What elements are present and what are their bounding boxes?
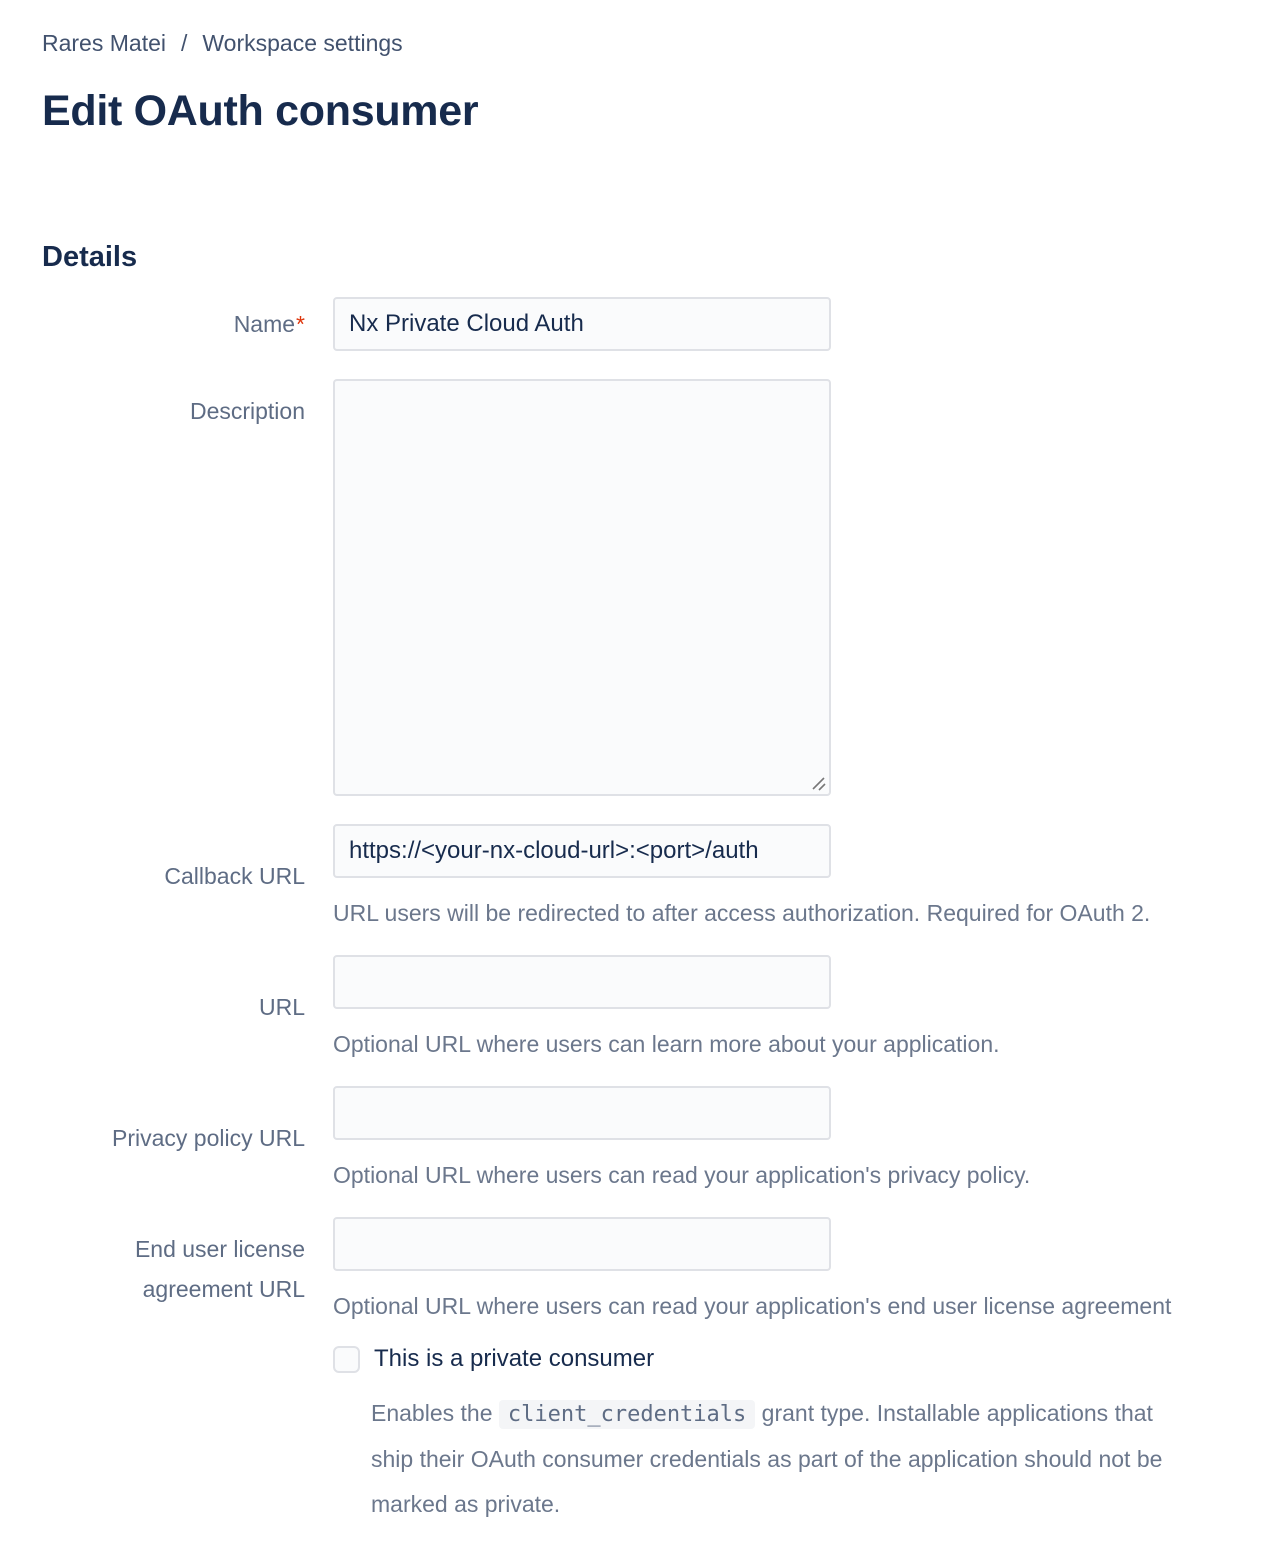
private-consumer-helper-prefix: Enables the: [371, 1400, 499, 1426]
privacy-policy-url-input[interactable]: [333, 1086, 831, 1140]
private-consumer-checkbox[interactable]: [333, 1346, 360, 1373]
resize-handle-icon[interactable]: [810, 775, 826, 791]
callback-url-field-cell: [333, 824, 1236, 927]
private-consumer-label: This is a private consumer: [374, 1345, 655, 1372]
required-asterisk: *: [296, 311, 305, 337]
eula-url-field-cell: [333, 1217, 1236, 1320]
name-field-cell: [333, 297, 1236, 351]
breadcrumb: [42, 30, 1236, 57]
form-row-callback-url: [42, 824, 1236, 927]
form-row-url: [42, 955, 1236, 1058]
description-textarea[interactable]: [333, 379, 831, 796]
private-consumer-helper-text: [371, 1391, 1199, 1527]
form-row-description: [42, 379, 1236, 796]
description-label: Description: [189, 398, 305, 424]
client-credentials-code-chip: client_credentials: [499, 1400, 755, 1429]
details-section-title: Details: [42, 241, 138, 273]
callback-url-label: Callback URL: [164, 862, 305, 889]
url-field-cell: [333, 955, 1236, 1058]
breadcrumb-link-workspace-settings[interactable]: Workspace settings: [202, 30, 403, 56]
breadcrumb-link-workspace[interactable]: Rares Matei: [42, 30, 166, 56]
url-label: URL: [258, 993, 305, 1020]
callback-url-helper-text: URL users will be redirected to after access authorization. Required for OAuth 2.: [333, 900, 1151, 926]
eula-url-label: End user license agreement URL: [134, 1235, 305, 1302]
form-row-eula-url: [42, 1217, 1236, 1320]
description-field-cell: [333, 379, 831, 796]
name-label-text: Name: [233, 311, 296, 337]
privacy-policy-url-helper-text: Optional URL where users can read your application's privacy policy.: [333, 1162, 1031, 1188]
url-helper-text: Optional URL where users can learn more about your application.: [333, 1031, 1000, 1057]
name-label: [42, 304, 305, 344]
oauth-consumer-form: [42, 297, 1236, 1527]
url-input[interactable]: [333, 955, 831, 1009]
privacy-policy-url-field-cell: [333, 1086, 1236, 1189]
private-consumer-block: [333, 1345, 1236, 1527]
breadcrumb-separator: /: [180, 30, 188, 56]
name-input[interactable]: [333, 297, 831, 351]
form-row-privacy-policy-url: [42, 1086, 1236, 1189]
private-consumer-checkbox-row[interactable]: [333, 1345, 1236, 1373]
private-consumer-helper-suffix: grant type. Installable applications that ship their OAuth consumer credentials as part of the application should not be marked as private.: [371, 1400, 1163, 1517]
privacy-policy-url-label: Privacy policy URL: [112, 1124, 305, 1151]
form-row-name: [42, 297, 1236, 351]
callback-url-input[interactable]: [333, 824, 831, 878]
eula-url-helper-text: Optional URL where users can read your application's end user license agreement: [333, 1293, 1172, 1319]
eula-url-input[interactable]: [333, 1217, 831, 1271]
page-title: Edit OAuth consumer: [42, 87, 479, 135]
